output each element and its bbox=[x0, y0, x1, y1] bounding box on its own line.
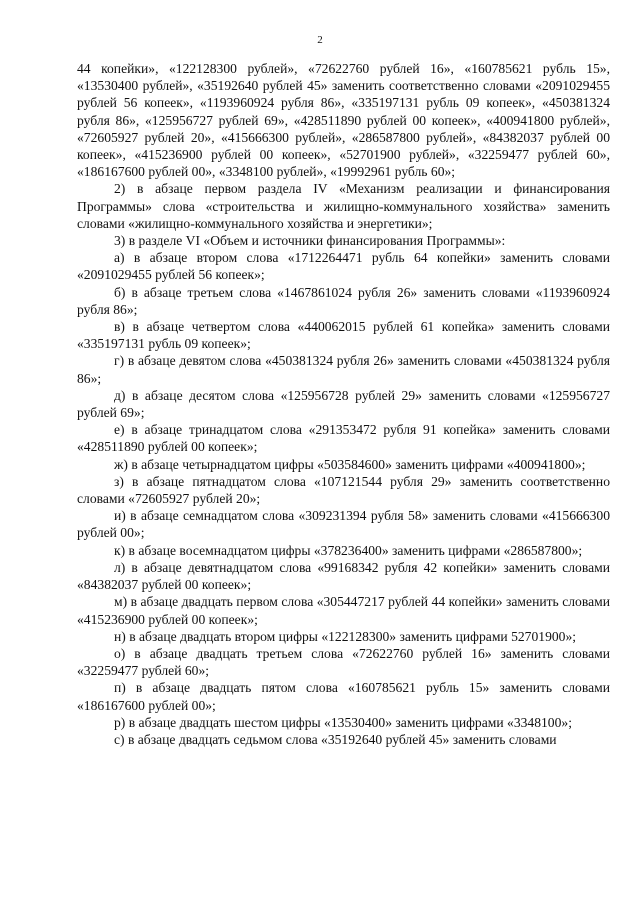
subitem-o: о) в абзаце двадцать третьем слова «72622760 рублей 16» заменить словами «32259477 рублей 60»; bbox=[77, 645, 610, 679]
subitem-z: з) в абзаце пятнадцатом слова «107121544 рубля 29» заменить соответственно словами «72605927 рублей 20»; bbox=[77, 473, 610, 507]
paragraph-item-2: 2) в абзаце первом раздела IV «Механизм реализации и финансирования Программы» слова «строительства и жилищно-коммунального хозяйства» заменить словами «жилищно-коммунального хозяйства и энергетики»; bbox=[77, 181, 610, 231]
subitem-b: б) в абзаце третьем слова «1467861024 рубля 26» заменить словами «1193960924 рубля 86»; bbox=[77, 284, 610, 317]
subitem-m: м) в абзаце двадцать первом слова «305447217 рублей 44 копейки» заменить словами «415236900 рублей 00 копеек»; bbox=[77, 594, 610, 627]
document-body bbox=[77, 60, 610, 748]
subitem-i: и) в абзаце семнадцатом слова «309231394 рубля 58» заменить словами «415666300 рублей 00»; bbox=[77, 508, 610, 541]
subitem-a: а) в абзаце втором слова «1712264471 рубль 64 копейки» заменить словами «2091029455 рублей 56 копеек»; bbox=[77, 250, 610, 283]
subitem-s: с) в абзаце двадцать седьмом слова «35192640 рублей 45» заменить словами bbox=[114, 731, 557, 747]
subitem-d: д) в абзаце десятом слова «125956728 рублей 29» заменить словами «125956727 рублей 69»; bbox=[77, 387, 610, 421]
paragraph-continuation: 44 копейки», «122128300 рублей», «72622760 рублей 16», «160785621 рубль 15», «13530400 рублей», «35192640 рублей 45» заменить соответственно словами «2091029455 рублей 56 копеек», «1193960924 рубля 86», «335197131 рубль 09 копеек», «450381324 рубля 86», «125956727 рублей 69», «428511890 рублей 00 копеек», «400941800 рублей», «72605927 рублей 20», «415666300 рублей», «286587800 рублей», «84382037 рублей 00 копеек», «415236900 рублей 00 копеек», «52701900 рублей», «32259477 рублей 60», «186167600 рублей 00», «3348100 рублей», «19992961 рубль 60»; bbox=[77, 61, 610, 180]
subitem-p: п) в абзаце двадцать пятом слова «160785621 рубль 15» заменить словами «186167600 рублей 00»; bbox=[77, 680, 610, 713]
subitem-n: н) в абзаце двадцать втором цифры «122128300» заменить цифрами 52701900»; bbox=[114, 628, 577, 644]
subitem-v: в) в абзаце четвертом слова «440062015 рублей 61 копейка» заменить словами «335197131 рубль 09 копеек»; bbox=[77, 319, 610, 352]
subitem-k: к) в абзаце восемнадцатом цифры «378236400» заменить цифрами «286587800»; bbox=[114, 542, 583, 558]
subitem-l: л) в абзаце девятнадцатом слова «99168342 рубля 42 копейки» заменить словами «84382037 рублей 00 копеек»; bbox=[77, 559, 610, 593]
subitem-g: г) в абзаце девятом слова «450381324 рубля 26» заменить словами «450381324 рубля 86»; bbox=[77, 353, 610, 386]
subitem-r: р) в абзаце двадцать шестом цифры «13530400» заменить цифрами «3348100»; bbox=[114, 714, 572, 730]
paragraph-item-3: 3) в разделе VI «Объем и источники финансирования Программы»: bbox=[114, 233, 506, 249]
page-number: 2 bbox=[317, 34, 323, 46]
subitem-e: е) в абзаце тринадцатом слова «291353472 рубля 91 копейка» заменить словами «428511890 рублей 00 копеек»; bbox=[77, 422, 610, 455]
subitem-zh: ж) в абзаце четырнадцатом цифры «503584600» заменить цифрами «400941800»; bbox=[114, 456, 586, 472]
